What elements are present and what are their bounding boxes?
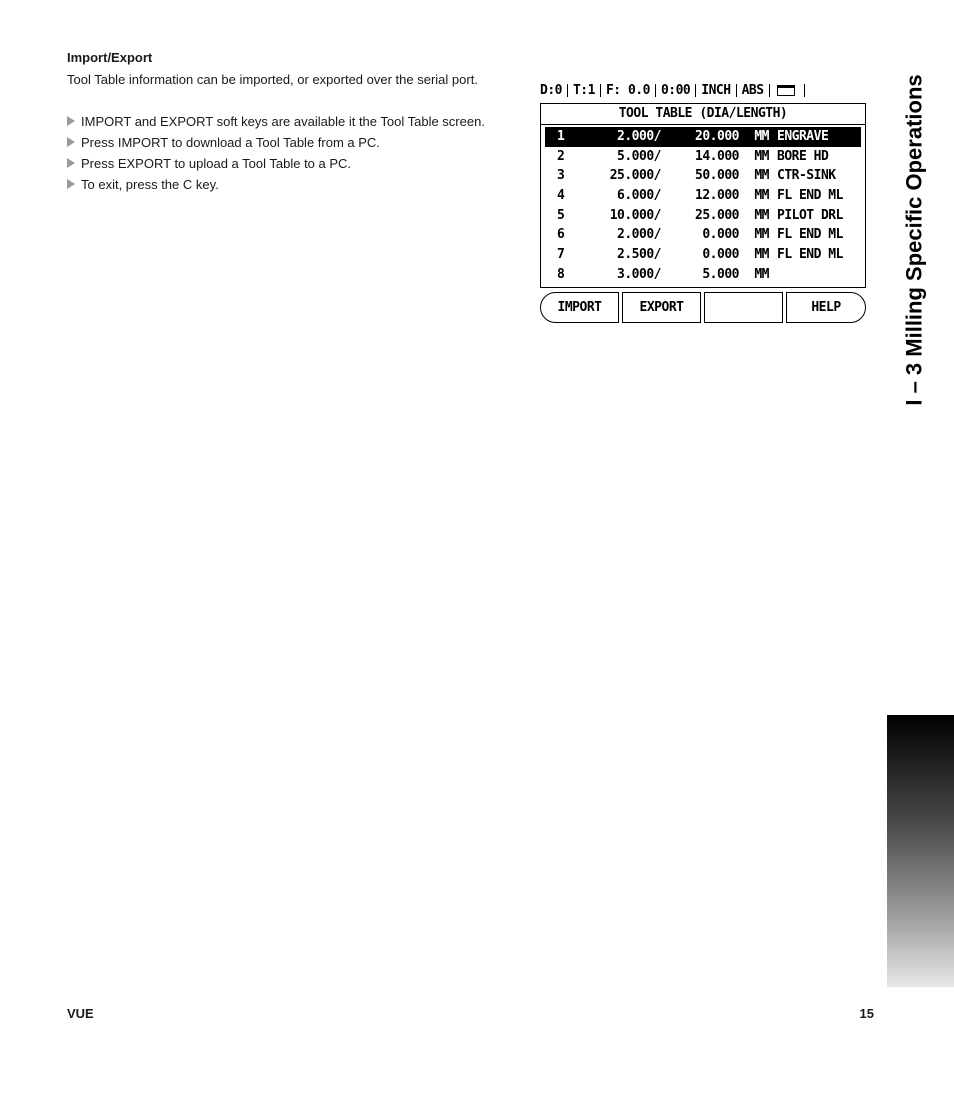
dro-screen — [540, 80, 868, 325]
arrow-right-icon — [67, 158, 75, 168]
divider — [655, 84, 656, 97]
arrow-right-icon — [67, 116, 75, 126]
footer-product: VUE — [67, 1006, 94, 1021]
tool-diameter: 10.000/ — [609, 207, 661, 223]
tool-unit: MM — [754, 168, 769, 184]
table-row[interactable] — [545, 147, 861, 167]
tool-number: 8 — [557, 266, 565, 282]
tool-type: BORE HD — [777, 148, 829, 164]
tool-number: 2 — [557, 148, 565, 164]
mode-status: ABS — [741, 82, 764, 98]
tool-number: 3 — [557, 168, 565, 184]
tool-length: 50.000 — [695, 168, 739, 184]
chapter-title: I – 3 Milling Specific Operations — [902, 74, 927, 406]
tool-diameter: 2.500/ — [617, 247, 661, 263]
tool-length: 5.000 — [702, 266, 739, 282]
import-softkey[interactable]: IMPORT — [540, 292, 619, 323]
tool-unit: MM — [754, 129, 769, 144]
table-row[interactable] — [545, 127, 861, 147]
intro-paragraph: Tool Table information can be imported, or exported over the serial port. — [67, 72, 478, 87]
chapter-tab — [885, 40, 945, 440]
tool-number: 6 — [557, 227, 565, 243]
list-item-text: IMPORT and EXPORT soft keys are available it the Tool Table screen. — [81, 114, 485, 129]
feed-status: F: 0.0 — [605, 82, 650, 98]
tool-table-rows — [541, 125, 865, 287]
tool-number: 1 — [557, 129, 565, 144]
divider — [736, 84, 737, 97]
list-item — [67, 113, 507, 130]
list-item-text: To exit, press the C key. — [81, 177, 219, 192]
tool-type: FL END ML — [777, 188, 843, 204]
tool-length: 25.000 — [695, 207, 739, 223]
tool-unit: MM — [754, 266, 769, 282]
tool-diameter: 25.000/ — [609, 168, 661, 184]
tool-type: FL END ML — [777, 247, 843, 263]
divider — [695, 84, 696, 97]
table-row[interactable] — [545, 245, 861, 265]
divider — [567, 84, 568, 97]
list-item — [67, 134, 507, 151]
tool-diameter: 2.000/ — [617, 129, 661, 144]
tool-unit: MM — [754, 188, 769, 204]
table-row[interactable] — [545, 225, 861, 245]
list-item-text: Press IMPORT to download a Tool Table from a PC. — [81, 135, 380, 150]
tool-length: 12.000 — [695, 188, 739, 204]
tool-type: ENGRAVE — [777, 129, 829, 144]
table-row[interactable] — [545, 166, 861, 186]
tool-length: 0.000 — [702, 227, 739, 243]
arrow-right-icon — [67, 179, 75, 189]
instruction-list — [67, 113, 507, 197]
tool-diameter: 3.000/ — [617, 266, 661, 282]
chapter-gradient-bar — [887, 715, 954, 987]
tool-type — [769, 265, 777, 285]
tool-number: 5 — [557, 207, 565, 223]
tool-type: PILOT DRL — [777, 207, 843, 223]
page-number: 15 — [859, 1006, 874, 1021]
timer-status: 0:00 — [660, 82, 691, 98]
arrow-right-icon — [67, 137, 75, 147]
tool-length: 0.000 — [702, 247, 739, 263]
tool-diameter: 6.000/ — [617, 188, 661, 204]
units-status: INCH — [701, 82, 731, 98]
divider — [769, 84, 770, 97]
help-softkey[interactable]: HELP — [786, 292, 866, 323]
tool-length: 20.000 — [695, 129, 739, 144]
tool-unit: MM — [754, 247, 769, 263]
export-softkey[interactable]: EXPORT — [622, 292, 701, 323]
divider — [804, 84, 805, 97]
tool-unit: MM — [754, 148, 769, 164]
tool-status: T:1 — [572, 82, 595, 98]
printer-icon — [777, 85, 795, 96]
table-row[interactable] — [545, 186, 861, 206]
tool-diameter: 2.000/ — [617, 227, 661, 243]
divider — [600, 84, 601, 97]
datum-status: D:0 — [540, 82, 562, 98]
tool-table — [540, 103, 866, 288]
tool-number: 7 — [557, 247, 565, 263]
tool-unit: MM — [754, 207, 769, 223]
status-bar — [540, 80, 868, 100]
blank-softkey[interactable] — [704, 292, 783, 323]
list-item-text: Press EXPORT to upload a Tool Table to a PC. — [81, 156, 352, 171]
table-row[interactable] — [545, 265, 861, 285]
section-title: Import/Export — [67, 50, 153, 65]
list-item — [67, 176, 507, 193]
tool-unit: MM — [754, 227, 769, 243]
list-item — [67, 155, 507, 172]
softkey-bar — [540, 292, 866, 325]
table-row[interactable] — [545, 206, 861, 226]
tool-number: 4 — [557, 188, 565, 204]
tool-type: FL END ML — [777, 227, 843, 243]
tool-type: CTR-SINK — [777, 168, 836, 184]
tool-diameter: 5.000/ — [617, 148, 661, 164]
tool-table-title: TOOL TABLE (DIA/LENGTH) — [541, 104, 865, 125]
tool-length: 14.000 — [695, 148, 739, 164]
